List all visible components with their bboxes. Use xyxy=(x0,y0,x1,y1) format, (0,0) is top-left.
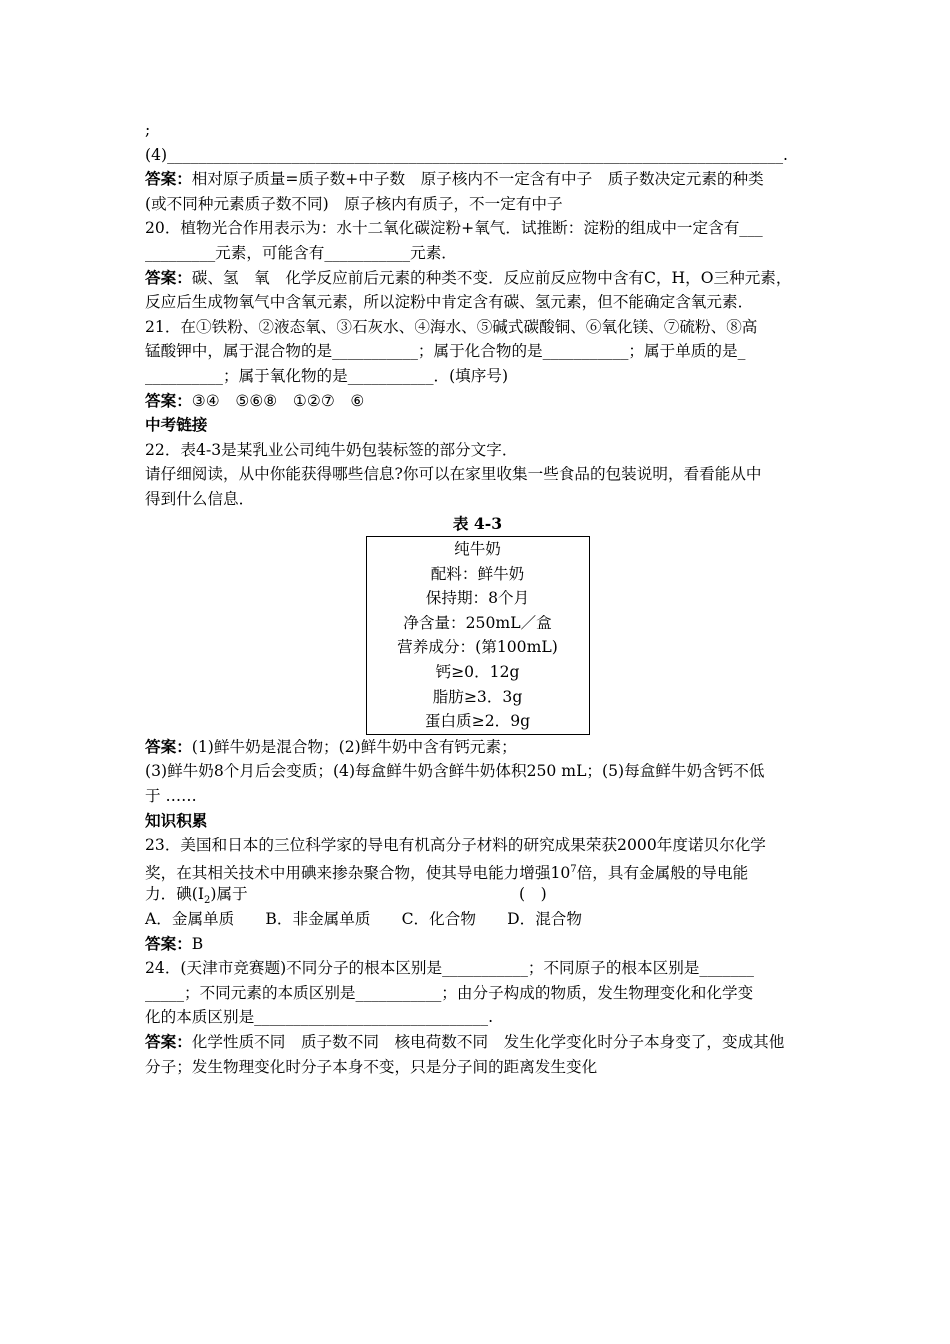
answer-19 xyxy=(145,167,810,192)
answer-text: 化学性质不同 质子数不同 核电荷数不同 发生化学变化时分子本身变了，变成其他 xyxy=(191,1032,785,1051)
question-23-cont2 xyxy=(145,882,810,907)
table-row: 保持期：8个月 xyxy=(425,589,530,608)
answer-20-cont: 反应后生成物氧气中含氧元素，所以淀粉中肯定含有碳、氢元素，但不能确定含氧元素． xyxy=(145,293,754,312)
table-row: 纯牛奶 xyxy=(454,540,501,559)
answer-19-cont: (或不同种元素质子数不同) 原子核内有质子，不一定有中子 xyxy=(145,194,563,213)
question-24-cont: _____；不同元素的本质区别是___________；由分子构成的物质，发生物理变化和化学变 xyxy=(145,983,754,1002)
answer-label: 答案： xyxy=(145,736,192,756)
question-23-cont xyxy=(145,858,810,883)
answer-text: ③④ ⑤⑥⑧ ①②⑦ ⑥ xyxy=(191,391,365,410)
question-22-cont: 请仔细阅读，从中你能获得哪些信息?你可以在家里收集一些食品的包装说明，看看能从中 xyxy=(145,465,762,484)
question-21-cont: 锰酸钾中，属于混合物的是___________；属于化合物的是___________；属于单质的是_ xyxy=(145,342,746,361)
table-row: 蛋白质≥2．9g xyxy=(424,712,531,731)
table-row: 脂肪≥3．3g xyxy=(432,687,523,706)
question-21-cont2: __________；属于氧化物的是___________．(填序号) xyxy=(145,366,509,385)
text-line: ; xyxy=(145,121,151,139)
question-20-cont: _________元素，可能含有___________元素． xyxy=(145,243,457,262)
question-23: 23．美国和日本的三位科学家的导电有机高分子材料的研究成果荣获2000年度诺贝尔化学 xyxy=(145,836,766,855)
answer-22-cont: (3)鲜牛奶8个月后会变质；(4)每盒鲜牛奶含鲜牛奶体积250 mL；(5)每盒鲜牛奶含钙不低 xyxy=(145,762,765,781)
answer-23 xyxy=(145,932,810,957)
subscript: 2 xyxy=(204,895,211,907)
question-23-options: A．金属单质 B．非金属单质 C．化合物 D．混合物 xyxy=(145,910,582,928)
question-21: 21．在①铁粉、②液态氧、③石灰水、④海水、⑤碱式碳酸铜、⑥氧化镁、⑦硫粉、⑧高 xyxy=(145,317,758,336)
answer-label: 答案： xyxy=(145,169,192,189)
answer-text: B xyxy=(191,934,204,953)
answer-label: 答案： xyxy=(145,933,192,953)
answer-22 xyxy=(145,735,810,760)
table-row: 配料：鲜牛奶 xyxy=(430,564,525,583)
answer-label: 答案： xyxy=(145,390,192,410)
superscript: 7 xyxy=(570,863,577,875)
answer-22-cont2: 于 …… xyxy=(145,787,197,806)
answer-20 xyxy=(145,266,810,291)
text-span: 奖，在其相关技术中用碘来掺杂聚合物，使其导电能力增强10 xyxy=(145,864,571,882)
document-page xyxy=(145,118,810,1079)
answer-24 xyxy=(145,1030,810,1055)
answer-text: (1)鲜牛奶是混合物；(2)鲜牛奶中含有钙元素； xyxy=(191,737,517,756)
question-24-cont2: 化的本质区别是______________________________. xyxy=(145,1008,494,1027)
table-row: 净含量：250mL／盒 xyxy=(403,613,552,632)
question-22-cont2: 得到什么信息． xyxy=(145,489,255,508)
question-19-blank-4: (4)_______________________________________________________________________________. xyxy=(145,145,788,164)
answer-label: 答案： xyxy=(145,1031,192,1051)
question-20: 20．植物光合作用表示为：水十二氧化碳淀粉+氧气．试推断：淀粉的组成中一定含有___ xyxy=(145,219,763,238)
text-span: 倍，具有金属般的导电能 xyxy=(576,864,749,882)
question-22: 22．表4-3是某乳业公司纯牛奶包装标签的部分文字． xyxy=(145,440,518,459)
table-row: 营养成分：(第100mL) xyxy=(397,638,558,657)
section-heading: 中考链接 xyxy=(145,415,208,435)
question-24: 24．(天津市竞赛题)不同分子的根本区别是___________；不同原子的根本区别是_______ xyxy=(145,959,754,978)
table-row: 钙≥0．12g xyxy=(435,663,520,682)
table-caption: 表 4-3 xyxy=(452,513,503,533)
section-heading: 知识积累 xyxy=(145,810,208,830)
answer-text: 碳、氢 氧 化学反应前后元素的种类不变．反应前反应物中含有C，H，O三种元素， xyxy=(191,268,792,287)
answer-label: 答案： xyxy=(145,267,192,287)
answer-text: 相对原子质量=质子数+中子数 原子核内不一定含有中子 质子数决定元素的种类 xyxy=(191,170,764,189)
text-span: 力．碘(I xyxy=(145,885,205,904)
milk-label-table xyxy=(366,536,590,735)
text-span: )属于 xyxy=(210,885,248,904)
answer-24-cont: 分子；发生物理变化时分子本身不变，只是分子间的距离发生变化 xyxy=(145,1057,598,1076)
answer-21 xyxy=(145,389,810,414)
answer-bracket: ( ) xyxy=(519,885,547,904)
